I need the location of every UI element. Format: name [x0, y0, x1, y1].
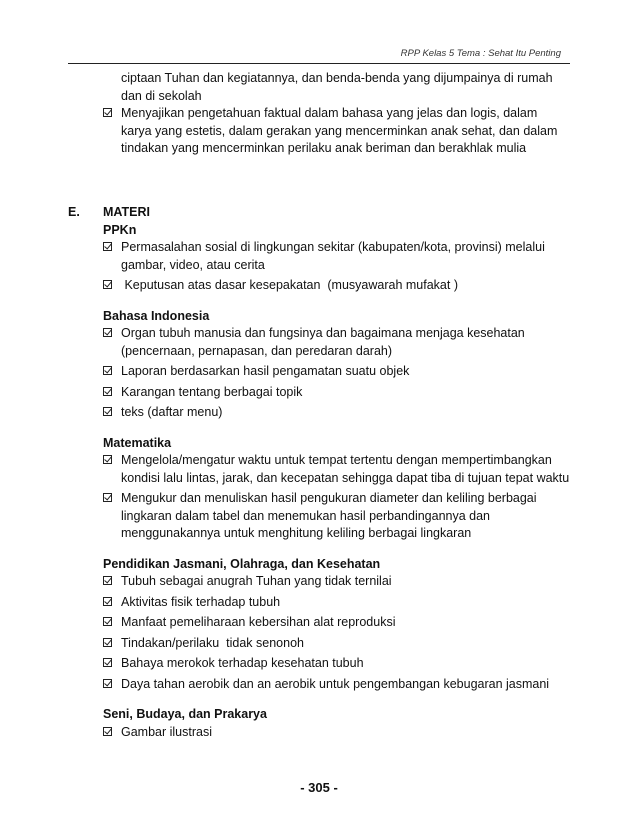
checkbox-icon: [103, 455, 112, 464]
checklist-item-text: Keputusan atas dasar kesepakatan (musyawarah mufakat ): [121, 278, 458, 292]
checkbox-icon: [103, 242, 112, 251]
checkbox-icon: [103, 328, 112, 337]
checklist-item: [0, 724, 571, 742]
running-header: RPP Kelas 5 Tema : Sehat Itu Penting: [400, 48, 561, 59]
checklist-item: [0, 384, 571, 402]
checklist-item-text: Gambar ilustrasi: [121, 724, 212, 739]
checkbox-icon: [103, 576, 112, 585]
checkbox-icon: [103, 280, 112, 289]
checklist-item: [0, 325, 571, 360]
checklist-item: [0, 452, 571, 487]
checklist-item-text: Tubuh sebagai anugrah Tuhan yang tidak ternilai: [121, 574, 392, 588]
checklist-item: [0, 404, 571, 422]
subject-heading-bahasa-indonesia: Bahasa Indonesia: [103, 308, 210, 323]
checklist-item-text: Permasalahan sosial di lingkungan sekitar (kabupaten/kota, provinsi) melalui gambar, video, atau cerita: [121, 240, 545, 272]
checklist-item: [0, 594, 571, 612]
subject-heading-pjok: Pendidikan Jasmani, Olahraga, dan Kesehatan: [103, 556, 381, 571]
section-letter: E.: [68, 204, 80, 219]
header-rule: [68, 63, 570, 64]
checkbox-icon: [103, 658, 112, 667]
checkbox-icon: [103, 366, 112, 375]
checklist-item: [0, 614, 571, 632]
checklist-item-text: Mengukur dan menuliskan hasil pengukuran diameter dan keliling berbagai lingkaran dalam tabel dan menemukan hasil perbandingannya dan menggunakannya untuk menghitung keliling berbagai lingkaran: [121, 491, 537, 540]
checklist-item-text: Bahaya merokok terhadap kesehatan tubuh: [121, 656, 364, 670]
checkbox-icon: [103, 617, 112, 626]
checklist-item: [0, 573, 571, 591]
section-heading: [0, 204, 638, 222]
checklist-item-text: teks (daftar menu): [121, 405, 223, 419]
checklist-item: [0, 363, 571, 381]
page-content: [0, 70, 638, 741]
checklist-item-text: Daya tahan aerobik dan an aerobik untuk pengembangan kebugaran jasmani: [121, 676, 550, 691]
checkbox-icon: [103, 638, 112, 647]
checklist-item: [0, 635, 571, 653]
checkbox-icon: [103, 597, 112, 606]
checklist-item: [0, 655, 571, 673]
checklist-item-text: Laporan berdasarkan hasil pengamatan suatu objek: [121, 364, 410, 378]
checklist-item-text: Menyajikan pengetahuan faktual dalam bahasa yang jelas dan logis, dalam karya yang estetis, dalam gerakan yang mencerminkan anak sehat, dan dalam tindakan yang mencerminkan perilaku anak beriman dan berakhlak mulia: [121, 106, 558, 155]
checkbox-icon: [103, 679, 112, 688]
checklist-item-text: Aktivitas fisik terhadap tubuh: [121, 594, 281, 609]
checklist-item-text: Tindakan/perilaku tidak senonoh: [121, 635, 304, 650]
continuation-text: ciptaan Tuhan dan kegiatannya, dan benda-benda yang dijumpainya di rumah dan di sekolah: [121, 71, 553, 103]
checkbox-icon: [103, 387, 112, 396]
subject-heading-matematika: Matematika: [103, 435, 172, 450]
checklist-item-text: Mengelola/mengatur waktu untuk tempat tertentu dengan mempertimbangkan kondisi lalu lintas, jarak, dan kecepatan sehingga dapat tiba di tujuan tepat waktu: [121, 453, 570, 485]
checkbox-icon: [103, 727, 112, 736]
section-title: MATERI: [103, 204, 150, 219]
checklist-item-text: Organ tubuh manusia dan fungsinya dan bagaimana menjaga kesehatan (pencernaan, pernapasan, dan peredaran darah): [121, 326, 525, 358]
checkbox-icon: [103, 493, 112, 502]
checklist-item: [0, 277, 571, 295]
checkbox-icon: [103, 407, 112, 416]
checkbox-icon: [103, 108, 112, 117]
checklist-item-text: Karangan tentang berbagai topik: [121, 384, 303, 399]
subject-heading-ppkn: PPKn: [103, 222, 137, 237]
checklist-item: [0, 676, 571, 694]
checklist-item: [0, 105, 571, 158]
page-number: - 305 -: [300, 780, 338, 795]
checklist-item-text: Manfaat pemeliharaan kebersihan alat reproduksi: [121, 615, 396, 629]
checklist-item: [0, 490, 571, 543]
checklist-item: [0, 239, 571, 274]
subject-heading-sbdp: Seni, Budaya, dan Prakarya: [103, 707, 267, 721]
